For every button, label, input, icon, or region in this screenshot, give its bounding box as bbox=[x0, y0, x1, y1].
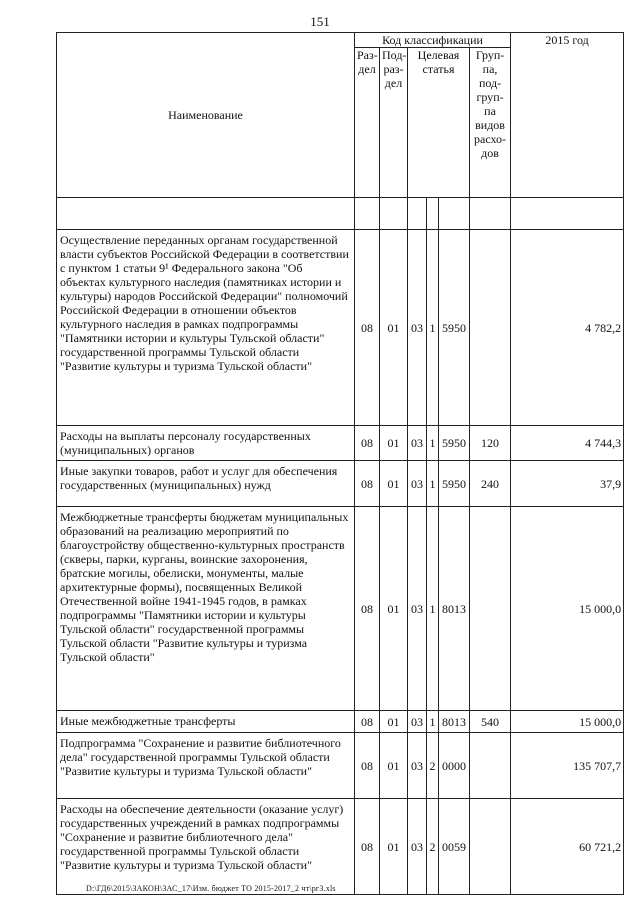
row-target-subprogram: 1 bbox=[427, 230, 439, 426]
header-group: Груп- па, под- груп- па видов расхо- дов bbox=[470, 48, 511, 198]
table-row bbox=[57, 711, 624, 733]
row-target-subprogram: 1 bbox=[427, 711, 439, 733]
table-row bbox=[57, 507, 624, 711]
row-target-subprogram: 2 bbox=[427, 733, 439, 799]
row-target-program: 03 bbox=[408, 230, 427, 426]
header-name: Наименование bbox=[57, 33, 355, 198]
row-expense-type bbox=[470, 230, 511, 426]
row-amount: 15 000,0 bbox=[511, 507, 624, 711]
row-razdel: 08 bbox=[355, 507, 380, 711]
row-expense-type bbox=[470, 733, 511, 799]
table-row bbox=[57, 230, 624, 426]
header-year: 2015 год bbox=[511, 33, 624, 198]
row-razdel: 08 bbox=[355, 733, 380, 799]
row-target-subprogram: 1 bbox=[427, 426, 439, 461]
row-target-subprogram: 1 bbox=[427, 507, 439, 711]
header-razdel: Раз- дел bbox=[355, 48, 380, 198]
row-expense-type: 120 bbox=[470, 426, 511, 461]
row-name: Подпрограмма "Сохранение и развитие библиотечного дела" государственной программы Тульской области "Развитие культуры и туризма Тульской области" bbox=[57, 733, 355, 799]
row-podrazdel: 01 bbox=[380, 711, 408, 733]
row-expense-type: 540 bbox=[470, 711, 511, 733]
row-target-program: 03 bbox=[408, 711, 427, 733]
table-row bbox=[57, 461, 624, 507]
row-podrazdel: 01 bbox=[380, 426, 408, 461]
table-row bbox=[57, 733, 624, 799]
row-amount: 37,9 bbox=[511, 461, 624, 507]
header-podrazdel: Под- раз- дел bbox=[380, 48, 408, 198]
row-expense-type bbox=[470, 799, 511, 895]
row-name: Расходы на выплаты персоналу государственных (муниципальных) органов bbox=[57, 426, 355, 461]
row-podrazdel: 01 bbox=[380, 733, 408, 799]
row-target-program: 03 bbox=[408, 461, 427, 507]
row-name: Осуществление переданных органам государственной власти субъектов Российской Федерации в соответствии с пунктом 1 статьи 9¹ Федерального закона "Об объектах культурного наследия (памятниках истории и культуры) народов Российской Федерации" полномочий Российской Федерации в отношении объектов культурного наследия в рамках подпрограммы "Памятники истории и культуры Тульской области" государственной программы Тульской области "Развитие культуры и туризма Тульской области" bbox=[57, 230, 355, 426]
row-target-program: 03 bbox=[408, 426, 427, 461]
header-classification: Код классификации bbox=[355, 33, 511, 48]
row-amount: 15 000,0 bbox=[511, 711, 624, 733]
row-expense-type bbox=[470, 507, 511, 711]
row-target-subprogram: 2 bbox=[427, 799, 439, 895]
row-razdel: 08 bbox=[355, 799, 380, 895]
row-target-direction: 5950 bbox=[439, 230, 470, 426]
row-name: Расходы на обеспечение деятельности (оказание услуг) государственных учреждений в рамках подпрограммы "Сохранение и развитие библиотечного дела" государственной программы Тульской области "Развитие культуры и туризма Тульской области" bbox=[57, 799, 355, 895]
row-podrazdel: 01 bbox=[380, 461, 408, 507]
row-razdel: 08 bbox=[355, 461, 380, 507]
budget-table bbox=[56, 32, 624, 895]
row-amount: 60 721,2 bbox=[511, 799, 624, 895]
row-amount: 4 744,3 bbox=[511, 426, 624, 461]
row-target-program: 03 bbox=[408, 733, 427, 799]
row-amount: 4 782,2 bbox=[511, 230, 624, 426]
row-razdel: 08 bbox=[355, 426, 380, 461]
row-amount: 135 707,7 bbox=[511, 733, 624, 799]
row-expense-type: 240 bbox=[470, 461, 511, 507]
row-podrazdel: 01 bbox=[380, 230, 408, 426]
row-podrazdel: 01 bbox=[380, 799, 408, 895]
table-row bbox=[57, 799, 624, 895]
row-target-direction: 5950 bbox=[439, 426, 470, 461]
table-row bbox=[57, 426, 624, 461]
header-target: Целевая статья bbox=[408, 48, 470, 198]
row-name: Иные межбюджетные трансферты bbox=[57, 711, 355, 733]
row-target-direction: 5950 bbox=[439, 461, 470, 507]
row-razdel: 08 bbox=[355, 711, 380, 733]
row-razdel: 08 bbox=[355, 230, 380, 426]
row-target-program: 03 bbox=[408, 507, 427, 711]
row-target-direction: 8013 bbox=[439, 507, 470, 711]
row-target-program: 03 bbox=[408, 799, 427, 895]
row-podrazdel: 01 bbox=[380, 507, 408, 711]
page-number: 151 bbox=[310, 14, 330, 29]
row-target-direction: 0000 bbox=[439, 733, 470, 799]
row-name: Межбюджетные трансферты бюджетам муниципальных образований на реализацию мероприятий по благоустройству общественно-культурных пространств (скверы, парки, курганы, воинские захоронения, братские могилы, обелиски, монументы, малые архитектурные формы), посвященных Великой Отечественной войне 1941-1945 годов, в рамках подпрограммы "Памятники истории и культуры Тульской области" государственной программы Тульской области "Развитие культуры и туризма Тульской области" bbox=[57, 507, 355, 711]
file-path-footer: D:\ГД6\2015\ЗАКОН\ЗАС_17\Изм. бюджет ТО 2015-2017_2 чт\рг3.xls bbox=[86, 884, 336, 893]
row-name: Иные закупки товаров, работ и услуг для обеспечения государственных (муниципальных) нужд bbox=[57, 461, 355, 507]
row-target-direction: 8013 bbox=[439, 711, 470, 733]
row-target-subprogram: 1 bbox=[427, 461, 439, 507]
row-target-direction: 0059 bbox=[439, 799, 470, 895]
